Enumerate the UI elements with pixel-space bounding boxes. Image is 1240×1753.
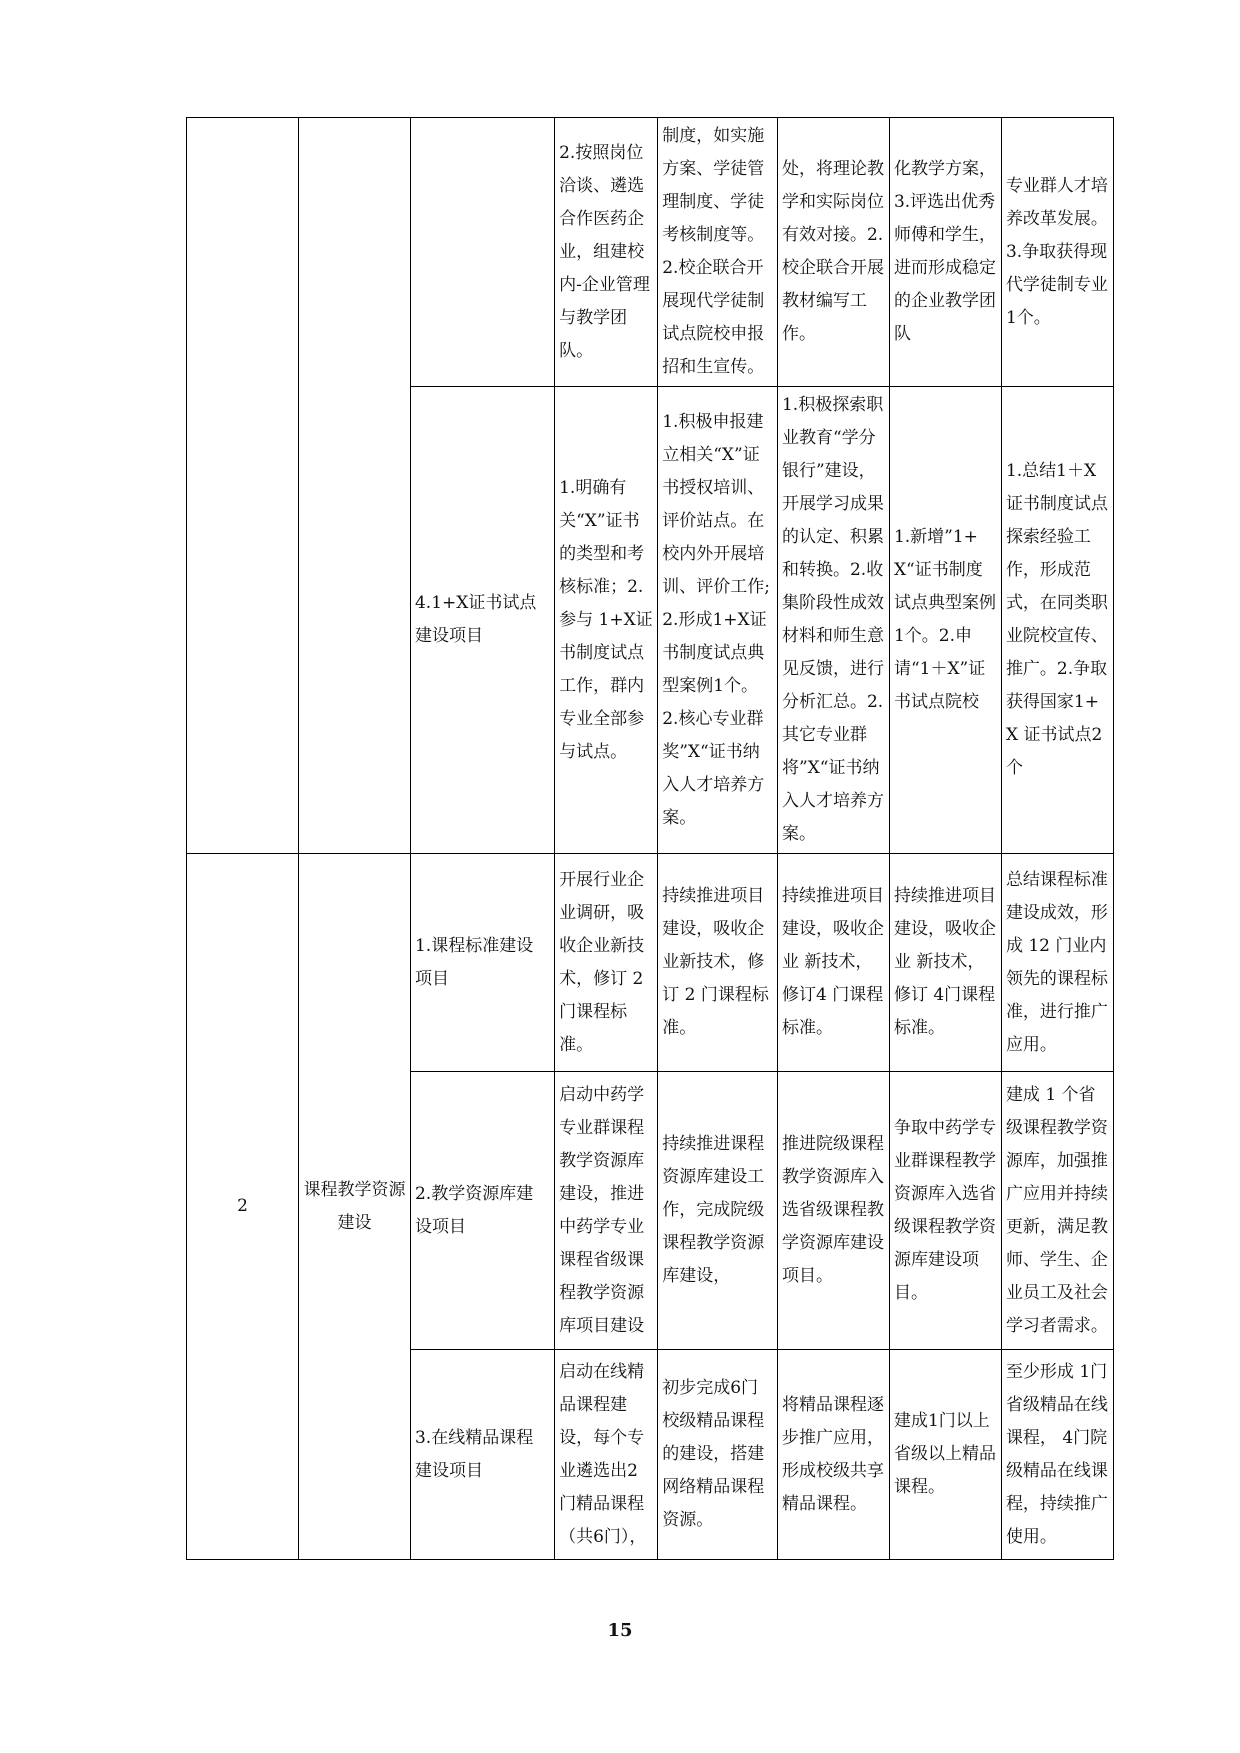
section-number-cell: 2	[187, 854, 299, 1560]
table-cell: 持续推进课程资源库建设工作，完成院级课程教学资源库建设，	[658, 1072, 778, 1350]
table-cell: 争取中药学专业群课程教学资源库入选省级课程教学资源库建设项目。	[889, 1072, 1001, 1350]
table-cell: 制度，如实施方案、学徒管理制度、学徒考核制度等。2.校企联合开展现代学徒制试点院校申报招和生宣传。	[658, 118, 778, 387]
table-cell: 持续推进项目建设，吸收企业 新技术，修订4 门课程标准。	[777, 854, 889, 1072]
table-row	[187, 118, 1114, 387]
table-cell: 将精品课程逐步推广应用，形成校级共享精品课程。	[777, 1350, 889, 1560]
table-cell: 建成 1 个省级课程教学资源库，加强推广应用并持续更新，满足教师、学生、企业员工及社会学习者需求。	[1001, 1072, 1113, 1350]
category-cell	[298, 118, 410, 854]
table-cell: 专业群人才培养改革发展。3.争取获得现代学徒制专业1个。	[1001, 118, 1113, 387]
table-cell: 1.积极申报建立相关“X”证书授权培训、评价站点。在校内外开展培训、评价工作;2.形成1+X证书制度试点典型案例1个。2.核心专业群奖”X“证书纳入人才培养方案。	[658, 387, 778, 854]
plan-table	[186, 117, 1114, 1560]
project-cell: 3.在线精品课程建设项目	[410, 1350, 554, 1560]
table-cell: 总结课程标准建设成效，形成 12 门业内领先的课程标准，进行推广应用。	[1001, 854, 1113, 1072]
page-number: 15	[607, 1620, 633, 1641]
table-cell: 持续推进项目建设，吸收企业新技术，修订 2 门课程标准。	[658, 854, 778, 1072]
project-cell	[410, 118, 554, 387]
section-name-cell: 课程教学资源建设	[298, 854, 410, 1560]
table-cell: 持续推进项目建设，吸收企业 新技术，修订 4门课程标准。	[889, 854, 1001, 1072]
table-cell: 启动中药学专业群课程教学资源库建设，推进中药学专业课程省级课程教学资源库项目建设	[555, 1072, 658, 1350]
table-cell: 至少形成 1门省级精品在线课程， 4门院级精品在线课程，持续推广使用。	[1001, 1350, 1113, 1560]
project-cell: 2.教学资源库建设项目	[410, 1072, 554, 1350]
table-cell: 化教学方案，3.评选出优秀师傅和学生，进而形成稳定的企业教学团队	[889, 118, 1001, 387]
project-cell: 1.课程标准建设项目	[410, 854, 554, 1072]
project-cell: 4.1+X证书试点建设项目	[410, 387, 554, 854]
table-row	[187, 854, 1114, 1072]
table-cell: 1.积极探索职业教育“学分银行”建设，开展学习成果的认定、积累和转换。2.收集阶段性成效材料和师生意见反馈，进行分析汇总。2.其它专业群将”X“证书纳入人才培养方案。	[777, 387, 889, 854]
table-cell: 1.明确有关“X”证书的类型和考核标准；2.参与 1+X证书制度试点工作，群内专业全部参与试点。	[555, 387, 658, 854]
table-cell: 启动在线精品课程建设，每个专业遴选出2门精品课程（共6门），	[555, 1350, 658, 1560]
number-cell	[187, 118, 299, 854]
table-cell: 1.总结1＋X证书制度试点探索经验工作，形成范式，在同类职业院校宣传、推广。2.争取获得国家1+X 证书试点2个	[1001, 387, 1113, 854]
table-cell: 2.按照岗位洽谈、遴选合作医药企业，组建校内-企业管理与教学团队。	[555, 118, 658, 387]
table-cell: 1.新增”1+X“证书制度试点典型案例1个。2.申请“1＋X”证书试点院校	[889, 387, 1001, 854]
table-cell: 推进院级课程教学资源库入选省级课程教学资源库建设项目。	[777, 1072, 889, 1350]
table-cell: 初步完成6门校级精品课程的建设，搭建网络精品课程资源。	[658, 1350, 778, 1560]
table-cell: 建成1门以上省级以上精品课程。	[889, 1350, 1001, 1560]
table-cell: 开展行业企业调研，吸收企业新技术，修订 2门课程标准。	[555, 854, 658, 1072]
table-cell: 处，将理论教学和实际岗位有效对接。2.校企联合开展教材编写工作。	[777, 118, 889, 387]
